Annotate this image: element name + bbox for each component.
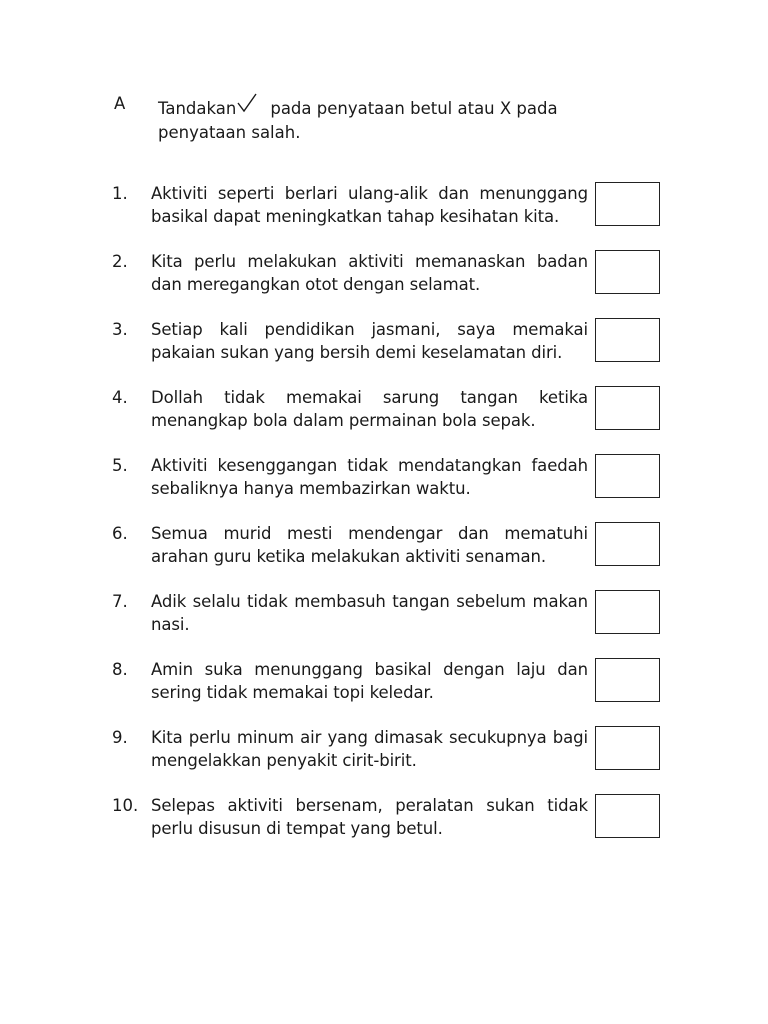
question-number: 1. bbox=[112, 184, 128, 203]
question-statement: Dollah tidak memakai sarung tangan ketika menangkap bola dalam permainan bola sepak. bbox=[151, 388, 588, 430]
question-statement: Aktiviti kesenggangan tidak mendatangkan faedah sebaliknya hanya membazirkan waktu. bbox=[151, 456, 588, 498]
answer-box[interactable] bbox=[595, 386, 660, 430]
question-number: 3. bbox=[112, 320, 128, 339]
question-number: 7. bbox=[112, 592, 128, 611]
question-statement: Kita perlu melakukan aktiviti memanaskan badan dan meregangkan otot dengan selamat. bbox=[151, 252, 588, 294]
question-item bbox=[112, 522, 662, 568]
instruction-part-2: pada penyataan betul atau X pada bbox=[270, 99, 558, 118]
answer-box[interactable] bbox=[595, 454, 660, 498]
instruction-block bbox=[114, 92, 658, 145]
question-item bbox=[112, 658, 662, 704]
question-statement: Adik selalu tidak membasuh tangan sebelum makan nasi. bbox=[151, 592, 588, 634]
answer-box[interactable] bbox=[595, 250, 660, 294]
answer-box[interactable] bbox=[595, 590, 660, 634]
answer-box[interactable] bbox=[595, 182, 660, 226]
answer-box[interactable] bbox=[595, 794, 660, 838]
answer-box[interactable] bbox=[595, 658, 660, 702]
question-item bbox=[112, 454, 662, 500]
question-item bbox=[112, 182, 662, 228]
answer-box[interactable] bbox=[595, 522, 660, 566]
instruction-line-1 bbox=[158, 92, 658, 121]
section-letter: A bbox=[114, 94, 126, 113]
question-statement: Amin suka menunggang basikal dengan laju dan sering tidak memakai topi keledar. bbox=[151, 660, 588, 702]
instruction-part-1: Tandakan bbox=[158, 99, 237, 118]
question-number: 6. bbox=[112, 524, 128, 543]
question-number: 5. bbox=[112, 456, 128, 475]
instruction-text bbox=[158, 92, 658, 145]
question-number: 8. bbox=[112, 660, 128, 679]
question-item bbox=[112, 318, 662, 364]
check-mark-icon bbox=[236, 92, 258, 114]
question-item bbox=[112, 794, 662, 840]
answer-box[interactable] bbox=[595, 318, 660, 362]
answer-box[interactable] bbox=[595, 726, 660, 770]
question-number: 9. bbox=[112, 728, 128, 747]
instruction-line-2: penyataan salah. bbox=[158, 123, 301, 142]
question-statement: Semua murid mesti mendengar dan mematuhi arahan guru ketika melakukan aktiviti senaman. bbox=[151, 524, 588, 566]
question-statement: Kita perlu minum air yang dimasak secukupnya bagi mengelakkan penyakit cirit-birit. bbox=[151, 728, 588, 770]
question-number: 2. bbox=[112, 252, 128, 271]
question-statement: Aktiviti seperti berlari ulang-alik dan menunggang basikal dapat meningkatkan tahap kesihatan kita. bbox=[151, 184, 588, 226]
question-number: 4. bbox=[112, 388, 128, 407]
question-item bbox=[112, 386, 662, 432]
question-statement: Selepas aktiviti bersenam, peralatan sukan tidak perlu disusun di tempat yang betul. bbox=[151, 796, 588, 838]
question-number: 10. bbox=[112, 796, 139, 815]
question-item bbox=[112, 726, 662, 772]
question-statement: Setiap kali pendidikan jasmani, saya memakai pakaian sukan yang bersih demi keselamatan diri. bbox=[151, 320, 588, 362]
question-item bbox=[112, 590, 662, 636]
question-item bbox=[112, 250, 662, 296]
